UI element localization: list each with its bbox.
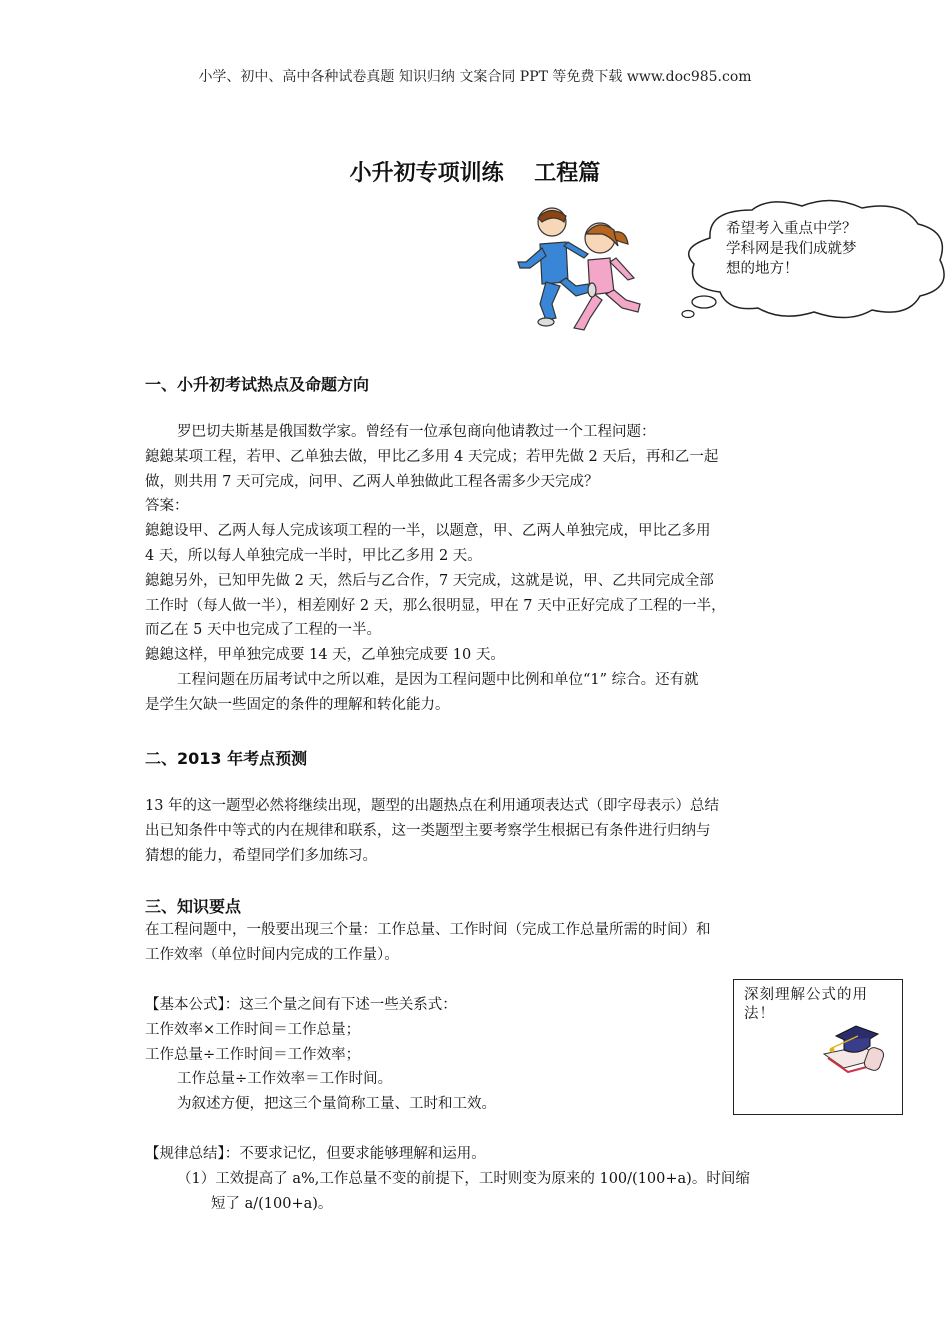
- running-kids-illustration: [510, 200, 660, 344]
- formula-title: 【基本公式】：这三个量之间有下述一些关系式：: [145, 997, 457, 1013]
- paragraph-line: 猜想的能力，希望同学们多加练习。: [145, 847, 377, 864]
- paragraph-line: 在工程问题中，一般要出现三个量：工作总量、工作时间（完成工作总量所需的时间）和: [145, 922, 711, 938]
- running-kids-icon: [510, 200, 660, 340]
- tip-text: 深刻理解公式的用法！: [744, 987, 868, 1022]
- cloud-line: 想的地方！: [726, 261, 799, 277]
- paragraph-line: 鎴鎴设甲、乙两人每人完成该项工程的一半，以题意，甲、乙两人单独完成，甲比乙多用: [145, 523, 711, 540]
- paragraph-line: 做，则共用 7 天可完成，问甲、乙两人单独做此工程各需多少天完成？: [145, 473, 599, 490]
- cloud-text: [726, 219, 896, 279]
- cloud-line: 学科网是我们成就梦: [726, 241, 857, 257]
- page-header: 小学、初中、高中各种试卷真题 知识归纳 文案合同 PPT 等免费下载 www.doc985.com: [198, 69, 752, 85]
- section1-body: [145, 420, 825, 718]
- formula-line: 工作总量÷工作效率＝工作时间。: [177, 1071, 393, 1088]
- formula-line: 工作总量÷工作时间＝工作效率；: [145, 1046, 361, 1063]
- formula-line: 工作效率×工作时间＝工作总量；: [145, 1021, 361, 1038]
- paragraph-line: 工程问题在历届考试中之所以难，是因为工程问题中比例和单位“1” 综合。还有就: [177, 671, 699, 688]
- paragraph-line: 答案：: [145, 498, 189, 515]
- paragraph-line: 罗巴切夫斯基是俄国数学家。曾经有一位承包商向他请教过一个工程问题：: [177, 424, 656, 440]
- paragraph-line: 是学生欠缺一些固定的条件的理解和转化能力。: [145, 696, 450, 713]
- rule-item: （1）工效提高了 a%,工作总量不变的前提下，工时则变为原来的 100/(100+a)。时间缩: [177, 1171, 750, 1187]
- section2-heading: 二、2013 年考点预测: [145, 749, 308, 768]
- paragraph-line: 工作时（每人做一半），相差刚好 2 天，那么很明显，甲在 7 天中正好完成了工程的一半，: [145, 597, 726, 614]
- section3-intro: [145, 918, 825, 968]
- section1-heading: 一、小升初考试热点及命题方向: [145, 375, 370, 394]
- rule-item: 短了 a/(100+a)。: [211, 1196, 333, 1212]
- paragraph-line: 鎴鎴某项工程，若甲、乙单独去做，甲比乙多用 4 天完成；若甲先做 2 天后，再和乙一起: [145, 448, 719, 465]
- paragraph-line: 鎴鎴这样，甲单独完成要 14 天，乙单独完成要 10 天。: [145, 647, 505, 664]
- section2-body: [145, 794, 825, 868]
- paragraph-line: 4 天，所以每人单独完成一半时，甲比乙多用 2 天。: [145, 547, 482, 564]
- paragraph-line: 而乙在 5 天中也完成了工程的一半。: [145, 622, 381, 639]
- section3-heading: 三、知识要点: [145, 897, 242, 916]
- paragraph-line: 出已知条件中等式的内在规律和联系，这一类题型主要考察学生根据已有条件进行归纳与: [145, 822, 711, 839]
- rules-block: [145, 1142, 825, 1217]
- graduation-cap-icon: [818, 1018, 890, 1082]
- formula-block: [145, 993, 825, 1117]
- paragraph-line: 工作效率（单位时间内完成的工作量）。: [145, 946, 399, 963]
- formula-line: 为叙述方便，把这三个量简称工量、工时和工效。: [177, 1096, 496, 1113]
- rules-title: 【规律总结】：不要求记忆，但要求能够理解和运用。: [145, 1146, 486, 1162]
- cloud-line: 希望考入重点中学？: [726, 221, 857, 237]
- tip-box: [733, 979, 903, 1115]
- paragraph-line: 13 年的这一题型必然将继续出现，题型的出题热点在利用通项表达式（即字母表示）总结: [145, 798, 720, 814]
- page-title: 小升初专项训练 工程篇: [349, 161, 601, 186]
- paragraph-line: 鎴鎴另外，已知甲先做 2 天，然后与乙合作，7 天完成，这就是说，甲、乙共同完成全部: [145, 572, 714, 589]
